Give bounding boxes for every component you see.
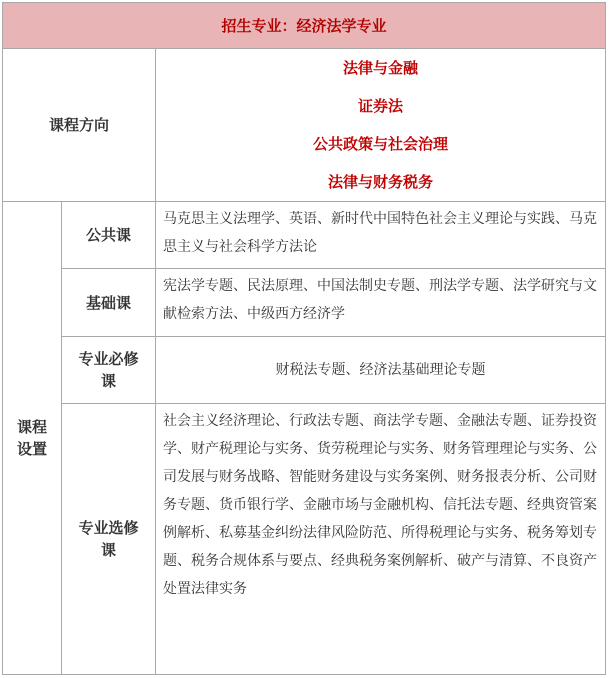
course-category-label: 专业选修课 bbox=[78, 519, 139, 559]
direction-item: 法律与财务税务 bbox=[327, 173, 433, 191]
program-table bbox=[2, 2, 606, 675]
program-title-row bbox=[2, 2, 606, 48]
course-category-cell bbox=[61, 201, 155, 268]
course-list-cell bbox=[155, 268, 606, 336]
course-list-cell bbox=[155, 201, 606, 268]
course-list-cell bbox=[155, 403, 606, 675]
direction-item: 法律与金融 bbox=[342, 59, 418, 77]
course-list-cell bbox=[155, 336, 606, 403]
directions-list bbox=[155, 48, 606, 201]
curriculum-label: 课程设置 bbox=[16, 418, 47, 458]
course-list-text: 财税法专题、经济法基础理论专题 bbox=[275, 362, 486, 378]
course-category-cell bbox=[61, 403, 155, 675]
curriculum-label-cell bbox=[2, 201, 61, 675]
program-title: 招生专业：经济法学专业 bbox=[221, 17, 387, 35]
directions-label-cell bbox=[2, 48, 155, 201]
course-category-cell bbox=[61, 336, 155, 403]
course-category-label: 基础课 bbox=[85, 293, 131, 312]
course-list-text: 马克思主义法理学、英语、新时代中国特色社会主义理论与实践、马克思主义与社会科学方法论 bbox=[163, 211, 597, 255]
course-category-cell bbox=[61, 268, 155, 336]
course-category-label: 专业必修课 bbox=[78, 350, 139, 390]
directions-label: 课程方向 bbox=[48, 116, 109, 134]
direction-item: 证券法 bbox=[357, 97, 403, 115]
course-list-text: 社会主义经济理论、行政法专题、商法学专题、金融法专题、证券投资学、财产税理论与实务、货劳税理论与实务、财务管理理论与实务、公司发展与财务战略、智能财务建设与实务案例、财务报表分析、公司财务专题、货币银行学、金融市场与金融机构、信托法专题、经典资管案例解析、私募基金纠纷法律风险防范、所得税理论与实务、税务筹划专题、税务合规体系与要点、经典税务案例解析、破产与清算、不良资产处置法律实务 bbox=[163, 413, 597, 597]
direction-item: 公共政策与社会治理 bbox=[312, 135, 448, 153]
course-list-text: 宪法学专题、民法原理、中国法制史专题、刑法学专题、法学研究与文献检索方法、中级西方经济学 bbox=[163, 278, 597, 322]
course-category-label: 公共课 bbox=[85, 226, 131, 244]
